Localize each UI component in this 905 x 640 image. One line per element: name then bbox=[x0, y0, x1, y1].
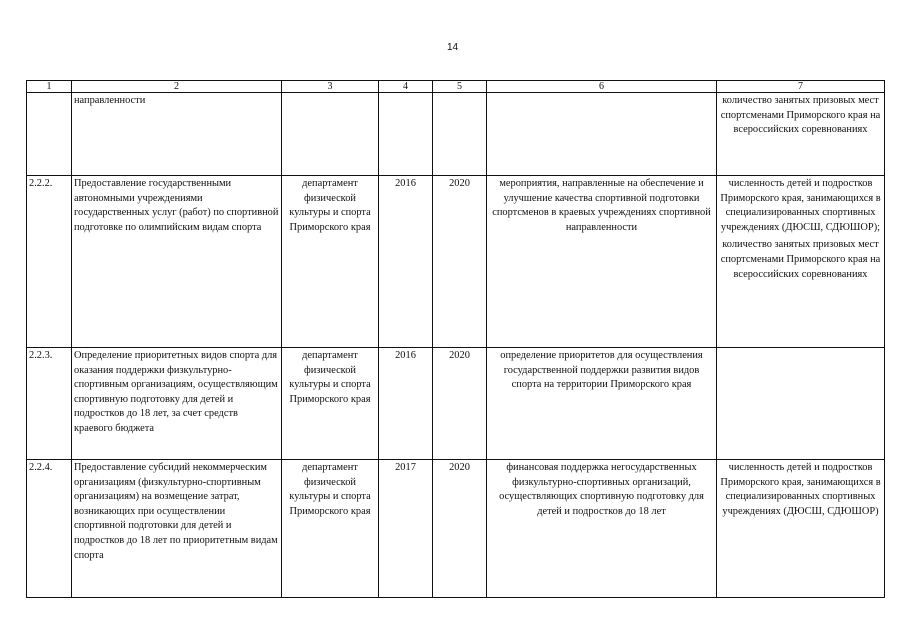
page-number: 14 bbox=[446, 42, 459, 53]
header-cell: 2 bbox=[72, 81, 282, 93]
end-year: 2020 bbox=[433, 460, 487, 598]
start-year bbox=[379, 93, 433, 176]
row-number bbox=[27, 93, 72, 176]
expected-result: финансовая поддержка негосударственных физкультурно-спортивных организаций, осуществляющих спортивную подготовку для детей и подростков до 18 лет bbox=[487, 460, 717, 598]
indicators bbox=[717, 176, 885, 348]
end-year: 2020 bbox=[433, 348, 487, 460]
program-table bbox=[26, 80, 885, 598]
start-year: 2016 bbox=[379, 176, 433, 348]
responsible-department: департамент физической культуры и спорта Приморского края bbox=[282, 460, 379, 598]
indicator-text: численность детей и подростков Приморского края, занимающихся в специализированных спортивных учреждениях (ДЮСШ, СДЮШОР) bbox=[720, 462, 881, 517]
header-cell: 7 bbox=[717, 81, 885, 93]
responsible-department bbox=[282, 93, 379, 176]
header-cell: 6 bbox=[487, 81, 717, 93]
table-row bbox=[27, 348, 885, 460]
table-row bbox=[27, 93, 885, 176]
header-cell: 1 bbox=[27, 81, 72, 93]
table-row bbox=[27, 176, 885, 348]
end-year bbox=[433, 93, 487, 176]
responsible-department: департамент физической культуры и спорта Приморского края bbox=[282, 348, 379, 460]
row-number: 2.2.2. bbox=[27, 176, 72, 348]
expected-result: определение приоритетов для осуществления государственной поддержки развития видов спорта на территории Приморского края bbox=[487, 348, 717, 460]
header-cell: 5 bbox=[433, 81, 487, 93]
expected-result bbox=[487, 93, 717, 176]
indicator-text: количество занятых призовых мест спортсменами Приморского края на всероссийских соревнованиях bbox=[720, 95, 881, 136]
row-number: 2.2.4. bbox=[27, 460, 72, 598]
header-row bbox=[27, 81, 885, 93]
indicator-text: численность детей и подростков Приморского края, занимающихся в специализированных спортивных учреждениях (ДЮСШ, СДЮШОР); bbox=[720, 178, 881, 233]
expected-result: мероприятия, направленные на обеспечение и улучшение качества спортивной подготовки спортсменов в краевых учреждениях спортивной направленности bbox=[487, 176, 717, 348]
indicators bbox=[717, 460, 885, 598]
measure-name: Предоставление государственными автономными учреждениями государственных услуг (работ) по спортивной подготовке по олимпийским видам спорта bbox=[72, 176, 282, 348]
start-year: 2016 bbox=[379, 348, 433, 460]
indicators bbox=[717, 93, 885, 176]
header-cell: 4 bbox=[379, 81, 433, 93]
indicator-text: количество занятых призовых мест спортсменами Приморского края на всероссийских соревнованиях bbox=[720, 239, 881, 280]
start-year: 2017 bbox=[379, 460, 433, 598]
measure-name: направленности bbox=[72, 93, 282, 176]
end-year: 2020 bbox=[433, 176, 487, 348]
responsible-department: департамент физической культуры и спорта Приморского края bbox=[282, 176, 379, 348]
table-row bbox=[27, 460, 885, 598]
indicators bbox=[717, 348, 885, 460]
row-number: 2.2.3. bbox=[27, 348, 72, 460]
header-cell: 3 bbox=[282, 81, 379, 93]
measure-name: Определение приоритетных видов спорта для оказания поддержки физкультурно-спортивным организациям, осуществляющим спортивную подготовку для детей и подростков до 18 лет, за счет средств краевого бюджета bbox=[72, 348, 282, 460]
measure-name: Предоставление субсидий некоммерческим организациям (физкультурно-спортивным организациям) на возмещение затрат, возникающих при осуществлении спортивной подготовки для детей и подростков до 18 лет по приоритетным видам спорта bbox=[72, 460, 282, 598]
